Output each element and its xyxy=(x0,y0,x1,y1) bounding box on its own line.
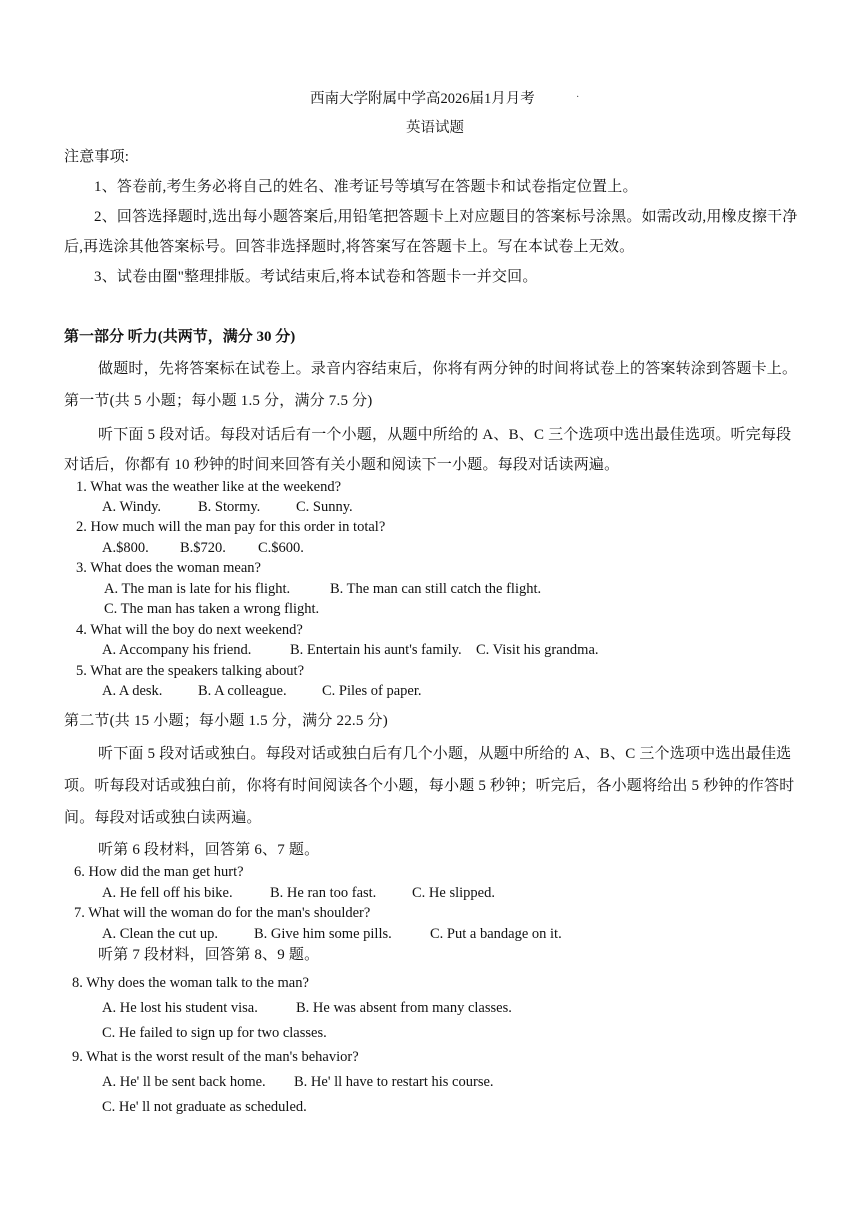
q3-option-b: B. The man can still catch the flight. xyxy=(330,581,542,597)
question-5: 5. What are the speakers talking about? xyxy=(76,663,305,679)
question-8: 8. Why does the woman talk to the man? xyxy=(72,975,309,991)
material-7-note: 听第 7 段材料，回答第 8、9 题。 xyxy=(98,947,320,963)
q1-option-b: B. Stormy. xyxy=(198,499,261,515)
q5-option-b: B. A colleague. xyxy=(198,683,287,699)
section1-instruction-1: 听下面 5 段对话。每段对话后有一个小题，从题中所给的 A、B、C 三个选项中选出最佳选项。听完每段 xyxy=(98,427,792,443)
q5-option-a: A. A desk. xyxy=(102,683,163,699)
stray-mark: · xyxy=(576,92,580,103)
material-6-note: 听第 6 段材料，回答第 6、7 题。 xyxy=(98,842,320,858)
q9-option-a: A. He' ll be sent back home. xyxy=(102,1074,266,1090)
q7-option-a: A. Clean the cut up. xyxy=(102,926,218,942)
question-2: 2. How much will the man pay for this order in total? xyxy=(76,519,386,535)
q8-option-c: C. He failed to sign up for two classes. xyxy=(102,1025,327,1041)
section2-instruction-3: 间。每段对话或独白读两遍。 xyxy=(64,810,262,826)
question-6: 6. How did the man get hurt? xyxy=(74,864,244,880)
q1-option-a: A. Windy. xyxy=(102,499,162,515)
notice-item-2: 2、回答选择题时,选出每小题答案后,用铅笔把答题卡上对应题目的答案标号涂黑。如需改动,用橡皮擦干净 xyxy=(94,209,798,225)
notice-item-1: 1、答卷前,考生务必将自己的姓名、准考证号等填写在答题卡和试卷指定位置上。 xyxy=(94,179,638,195)
question-1: 1. What was the weather like at the weekend? xyxy=(76,479,342,495)
section1-instruction-2: 对话后，你都有 10 秒钟的时间来回答有关小题和阅读下一小题。每段对话读两遍。 xyxy=(64,457,620,473)
q7-option-c: C. Put a bandage on it. xyxy=(430,926,562,942)
exam-subtitle: 英语试题 xyxy=(406,120,464,136)
q9-option-c: C. He' ll not graduate as scheduled. xyxy=(102,1099,307,1115)
exam-title: 西南大学附属中学高2026届1月月考 xyxy=(310,91,535,107)
part1-heading: 第一部分 听力(共两节，满分 30 分) xyxy=(64,329,296,345)
q7-option-b: B. Give him some pills. xyxy=(254,926,392,942)
q6-option-a: A. He fell off his bike. xyxy=(102,885,233,901)
notice-heading: 注意事项: xyxy=(64,149,130,165)
q2-option-c: C.$600. xyxy=(258,540,304,556)
q6-option-b: B. He ran too fast. xyxy=(270,885,377,901)
question-7: 7. What will the woman do for the man's shoulder? xyxy=(74,905,371,921)
q6-option-c: C. He slipped. xyxy=(412,885,495,901)
question-3: 3. What does the woman mean? xyxy=(76,560,261,576)
notice-item-2-cont: 后,再选涂其他答案标号。回答非选择题时,将答案写在答题卡上。写在本试卷上无效。 xyxy=(64,239,635,255)
q8-option-a: A. He lost his student visa. xyxy=(102,1000,258,1016)
question-4: 4. What will the boy do next weekend? xyxy=(76,622,303,638)
q1-option-c: C. Sunny. xyxy=(296,499,353,515)
q5-option-c: C. Piles of paper. xyxy=(322,683,422,699)
q4-option-b: B. Entertain his aunt's family. xyxy=(290,642,462,658)
section2-heading: 第二节(共 15 小题；每小题 1.5 分，满分 22.5 分) xyxy=(64,713,388,729)
part1-instruction: 做题时，先将答案标在试卷上。录音内容结束后，你将有两分钟的时间将试卷上的答案转涂到答题卡上。 xyxy=(98,361,798,377)
q3-option-a: A. The man is late for his flight. xyxy=(104,581,291,597)
q4-option-c: C. Visit his grandma. xyxy=(476,642,599,658)
q3-option-c: C. The man has taken a wrong flight. xyxy=(104,601,320,617)
q8-option-b: B. He was absent from many classes. xyxy=(296,1000,512,1016)
section2-instruction-1: 听下面 5 段对话或独白。每段对话或独白后有几个小题，从题中所给的 A、B、C 三个选项中选出最佳选 xyxy=(98,746,792,762)
section2-instruction-2: 项。听每段对话或独白前，你将有时间阅读各个小题，每小题 5 秒钟；听完后，各小题将给出 5 秒钟的作答时 xyxy=(64,778,795,794)
q2-option-a: A.$800. xyxy=(102,540,149,556)
q4-option-a: A. Accompany his friend. xyxy=(102,642,252,658)
q2-option-b: B.$720. xyxy=(180,540,226,556)
q9-option-b: B. He' ll have to restart his course. xyxy=(294,1074,494,1090)
notice-item-3: 3、试卷由圈"整理排版。考试结束后,将本试卷和答题卡一并交回。 xyxy=(94,269,538,285)
question-9: 9. What is the worst result of the man's behavior? xyxy=(72,1049,359,1065)
section1-heading: 第一节(共 5 小题；每小题 1.5 分，满分 7.5 分) xyxy=(64,393,373,409)
